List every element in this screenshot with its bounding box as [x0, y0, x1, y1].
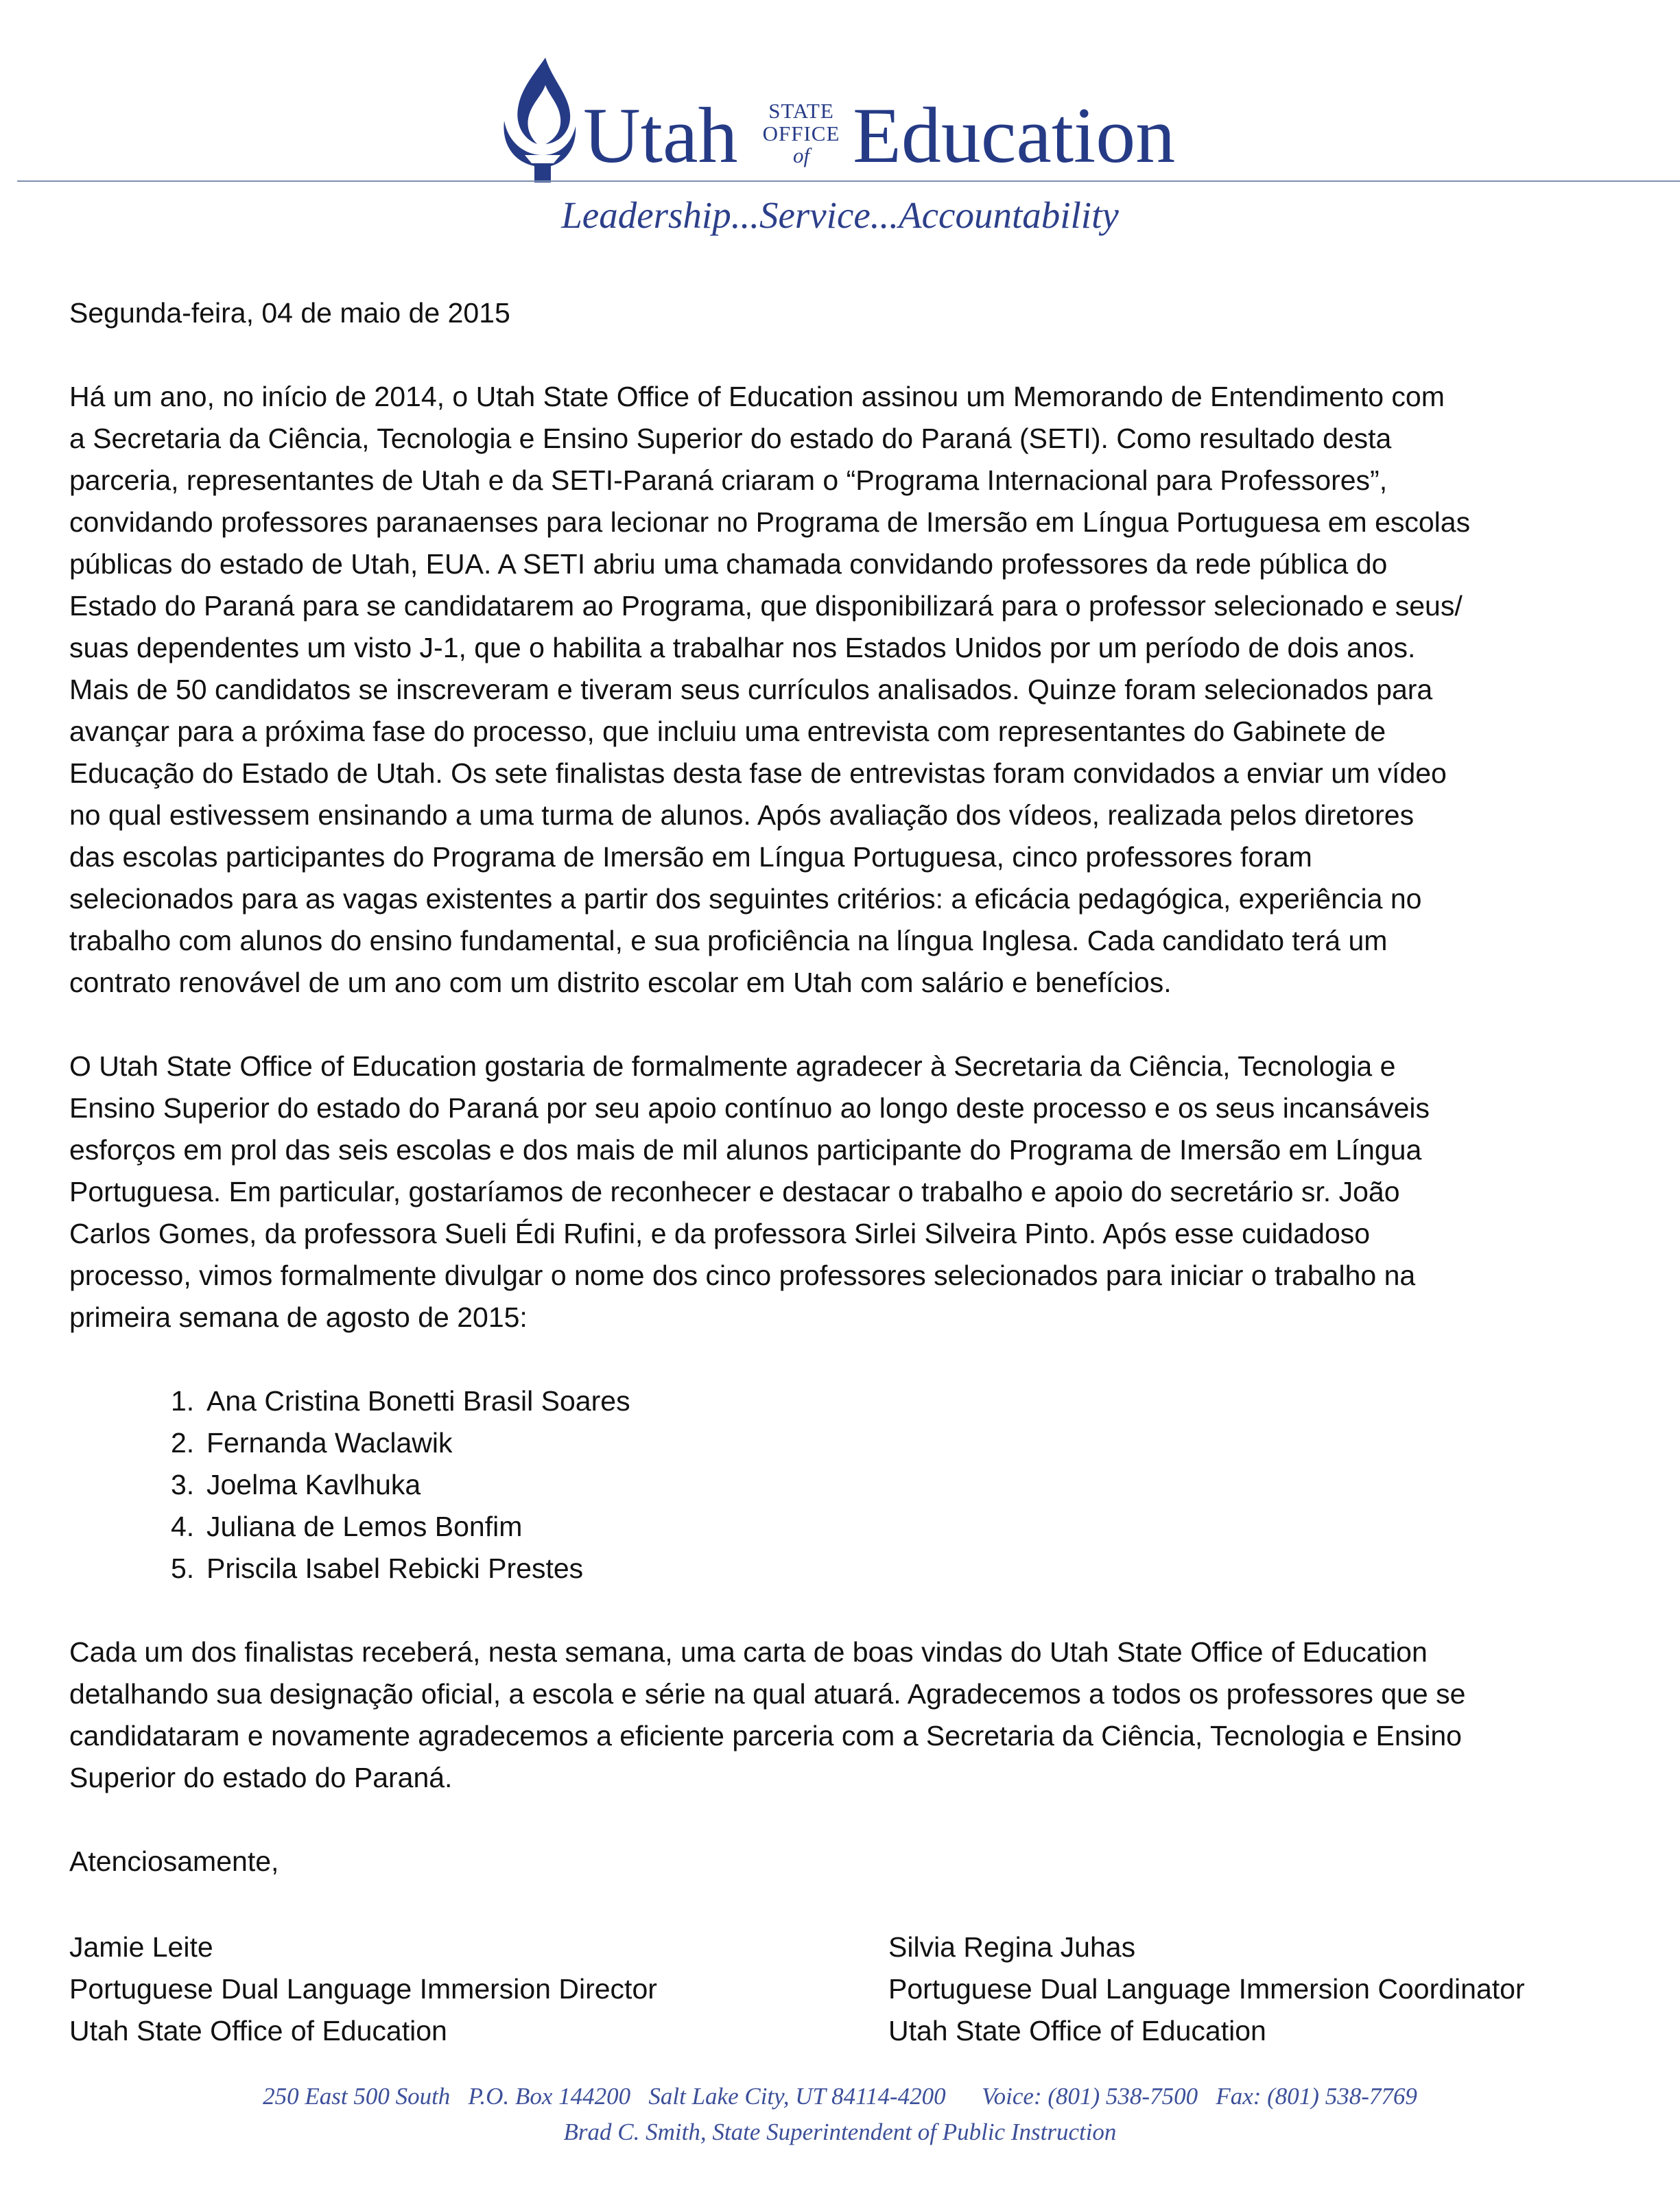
- logo-office-text: OFFICE: [762, 121, 840, 145]
- text-line: trabalho com alunos do ensino fundamental, e sua proficiência na língua Inglesa. Cada candidato terá um: [69, 925, 1388, 956]
- tagline: Leadership...Service...Accountability: [561, 194, 1119, 236]
- logo-of-text: of: [792, 143, 810, 167]
- text-line: Superior do estado do Paraná.: [69, 1762, 453, 1793]
- text-line: Portuguesa. Em particular, gostaríamos de reconhecer e destacar o trabalho e apoio do secretário sr. João: [69, 1176, 1400, 1207]
- signatory-right: [888, 1926, 1525, 2052]
- signatory-left: [69, 1926, 657, 2052]
- spacer: [69, 1338, 1640, 1380]
- text-line: parceria, representantes de Utah e da SETI-Paraná criaram o “Programa Internacional para Professores”,: [69, 464, 1388, 496]
- spacer: [69, 1799, 1640, 1841]
- list-item: [69, 1464, 1640, 1506]
- text-line: selecionados para as vagas existentes a partir dos seguintes critérios: a eficácia pedagógica, experiência no: [69, 883, 1422, 915]
- footer-address: 250 East 500 South P.O. Box 144200 Salt Lake City, UT 84114-4200 Voice: (801) 538-7500 Fax: (801) 538-7769: [263, 2083, 1417, 2110]
- paragraph-3: [69, 1631, 1640, 1799]
- text-line: Carlos Gomes, da professora Sueli Édi Rufini, e da professora Sirlei Silveira Pinto. Após esse cuidadoso: [69, 1218, 1371, 1249]
- list-item: [69, 1380, 1640, 1422]
- usoe-logo: [497, 48, 1183, 185]
- letter-body: [69, 292, 1640, 1883]
- signatory-org: Utah State Office of Education: [888, 2015, 1266, 2046]
- selected-teachers-list: [69, 1380, 1640, 1590]
- text-line: avançar para a próxima fase do processo, que incluiu uma entrevista com representantes do Gabinete de: [69, 716, 1386, 747]
- spacer: [69, 334, 1640, 376]
- signatory-title: Portuguese Dual Language Immersion Coordinator: [888, 1973, 1525, 2005]
- text-line: primeira semana de agosto de 2015:: [69, 1301, 528, 1333]
- list-item: [69, 1422, 1640, 1464]
- list-number: 4.: [171, 1511, 195, 1542]
- signatory-org: Utah State Office of Education: [69, 2015, 447, 2046]
- text-line: no qual estivessem ensinando a uma turma de alunos. Após avaliação dos vídeos, realizada pelos diretores: [69, 799, 1415, 831]
- signatory-title: Portuguese Dual Language Immersion Director: [69, 1973, 657, 2005]
- list-number: 1.: [171, 1385, 195, 1417]
- teacher-name: Juliana de Lemos Bonfim: [206, 1511, 523, 1542]
- list-item: [69, 1506, 1640, 1548]
- letter-footer: [0, 2079, 1680, 2150]
- text-line: contrato renovável de um ano com um distrito escolar em Utah com salário e benefícios.: [69, 967, 1172, 998]
- text-line: a Secretaria da Ciência, Tecnologia e Ensino Superior do estado do Paraná (SETI). Como resultado desta: [69, 423, 1392, 454]
- list-number: 5.: [171, 1553, 195, 1584]
- text-line: Ensino Superior do estado do Paraná por seu apoio contínuo ao longo deste processo e os seus incansáveis: [69, 1092, 1430, 1124]
- list-number: 2.: [171, 1427, 195, 1459]
- text-line: esforços em prol das seis escolas e dos mais de mil alunos participante do Programa de Imersão em Língua: [69, 1134, 1422, 1166]
- spacer: [69, 1590, 1640, 1631]
- text-line: Mais de 50 candidatos se inscreveram e tiveram seus currículos analisados. Quinze foram selecionados para: [69, 674, 1433, 705]
- signatory-name: Jamie Leite: [69, 1931, 213, 1963]
- teacher-name: Ana Cristina Bonetti Brasil Soares: [206, 1385, 630, 1417]
- letterhead-divider: [17, 180, 1680, 182]
- logo-state-office-of: [757, 100, 846, 166]
- flame-icon: [497, 55, 580, 185]
- text-line: Há um ano, no início de 2014, o Utah State Office of Education assinou um Memorando de Entendimento com: [69, 381, 1445, 412]
- spacer: [69, 1004, 1640, 1046]
- teacher-name: Joelma Kavlhuka: [206, 1469, 421, 1500]
- text-line: Estado do Paraná para se candidatarem ao Programa, que disponibilizará para o professor selecionado e seus/: [69, 590, 1463, 622]
- text-line: processo, vimos formalmente divulgar o nome dos cinco professores selecionados para iniciar o trabalho na: [69, 1260, 1416, 1291]
- text-line: suas dependentes um visto J-1, que o habilita a trabalhar nos Estados Unidos por um período de dois anos.: [69, 632, 1416, 663]
- teacher-name: Priscila Isabel Rebicki Prestes: [206, 1553, 584, 1584]
- text-line: O Utah State Office of Education gostaria de formalmente agradecer à Secretaria da Ciência, Tecnologia e: [69, 1050, 1396, 1082]
- paragraph-1: [69, 376, 1640, 1004]
- list-number: 3.: [171, 1469, 195, 1500]
- closing: Atenciosamente,: [69, 1845, 279, 1877]
- text-line: convidando professores paranaenses para lecionar no Programa de Imersão em Língua Portuguesa em escolas: [69, 506, 1471, 538]
- text-line: detalhando sua designação oficial, a escola e série na qual atuará. Agradecemos a todos os professores que se: [69, 1678, 1466, 1710]
- text-line: públicas do estado de Utah, EUA. A SETI abriu uma chamada convidando professores da rede pública do: [69, 548, 1388, 580]
- text-line: candidataram e novamente agradecemos a eficiente parceria com a Secretaria da Ciência, Tecnologia e Ensino: [69, 1720, 1462, 1751]
- letterhead: [0, 41, 1680, 268]
- text-line: Cada um dos finalistas receberá, nesta semana, uma carta de boas vindas do Utah State Office of Education: [69, 1636, 1428, 1668]
- teacher-name: Fernanda Waclawik: [206, 1427, 453, 1459]
- signature-block: [69, 1926, 1640, 2057]
- logo-state-text: STATE: [768, 99, 834, 123]
- list-item: [69, 1548, 1640, 1590]
- logo-word-education: Education: [853, 92, 1176, 180]
- paragraph-2: [69, 1046, 1640, 1338]
- text-line: das escolas participantes do Programa de Imersão em Língua Portuguesa, cinco professores foram: [69, 841, 1312, 873]
- letter-date: Segunda-feira, 04 de maio de 2015: [69, 297, 510, 329]
- footer-superintendent: Brad C. Smith, State Superintendent of Public Instruction: [563, 2119, 1117, 2145]
- text-line: Educação do Estado de Utah. Os sete finalistas desta fase de entrevistas foram convidados a enviar um vídeo: [69, 757, 1447, 789]
- signatory-name: Silvia Regina Juhas: [888, 1931, 1136, 1963]
- logo-word-utah: Utah: [583, 92, 738, 180]
